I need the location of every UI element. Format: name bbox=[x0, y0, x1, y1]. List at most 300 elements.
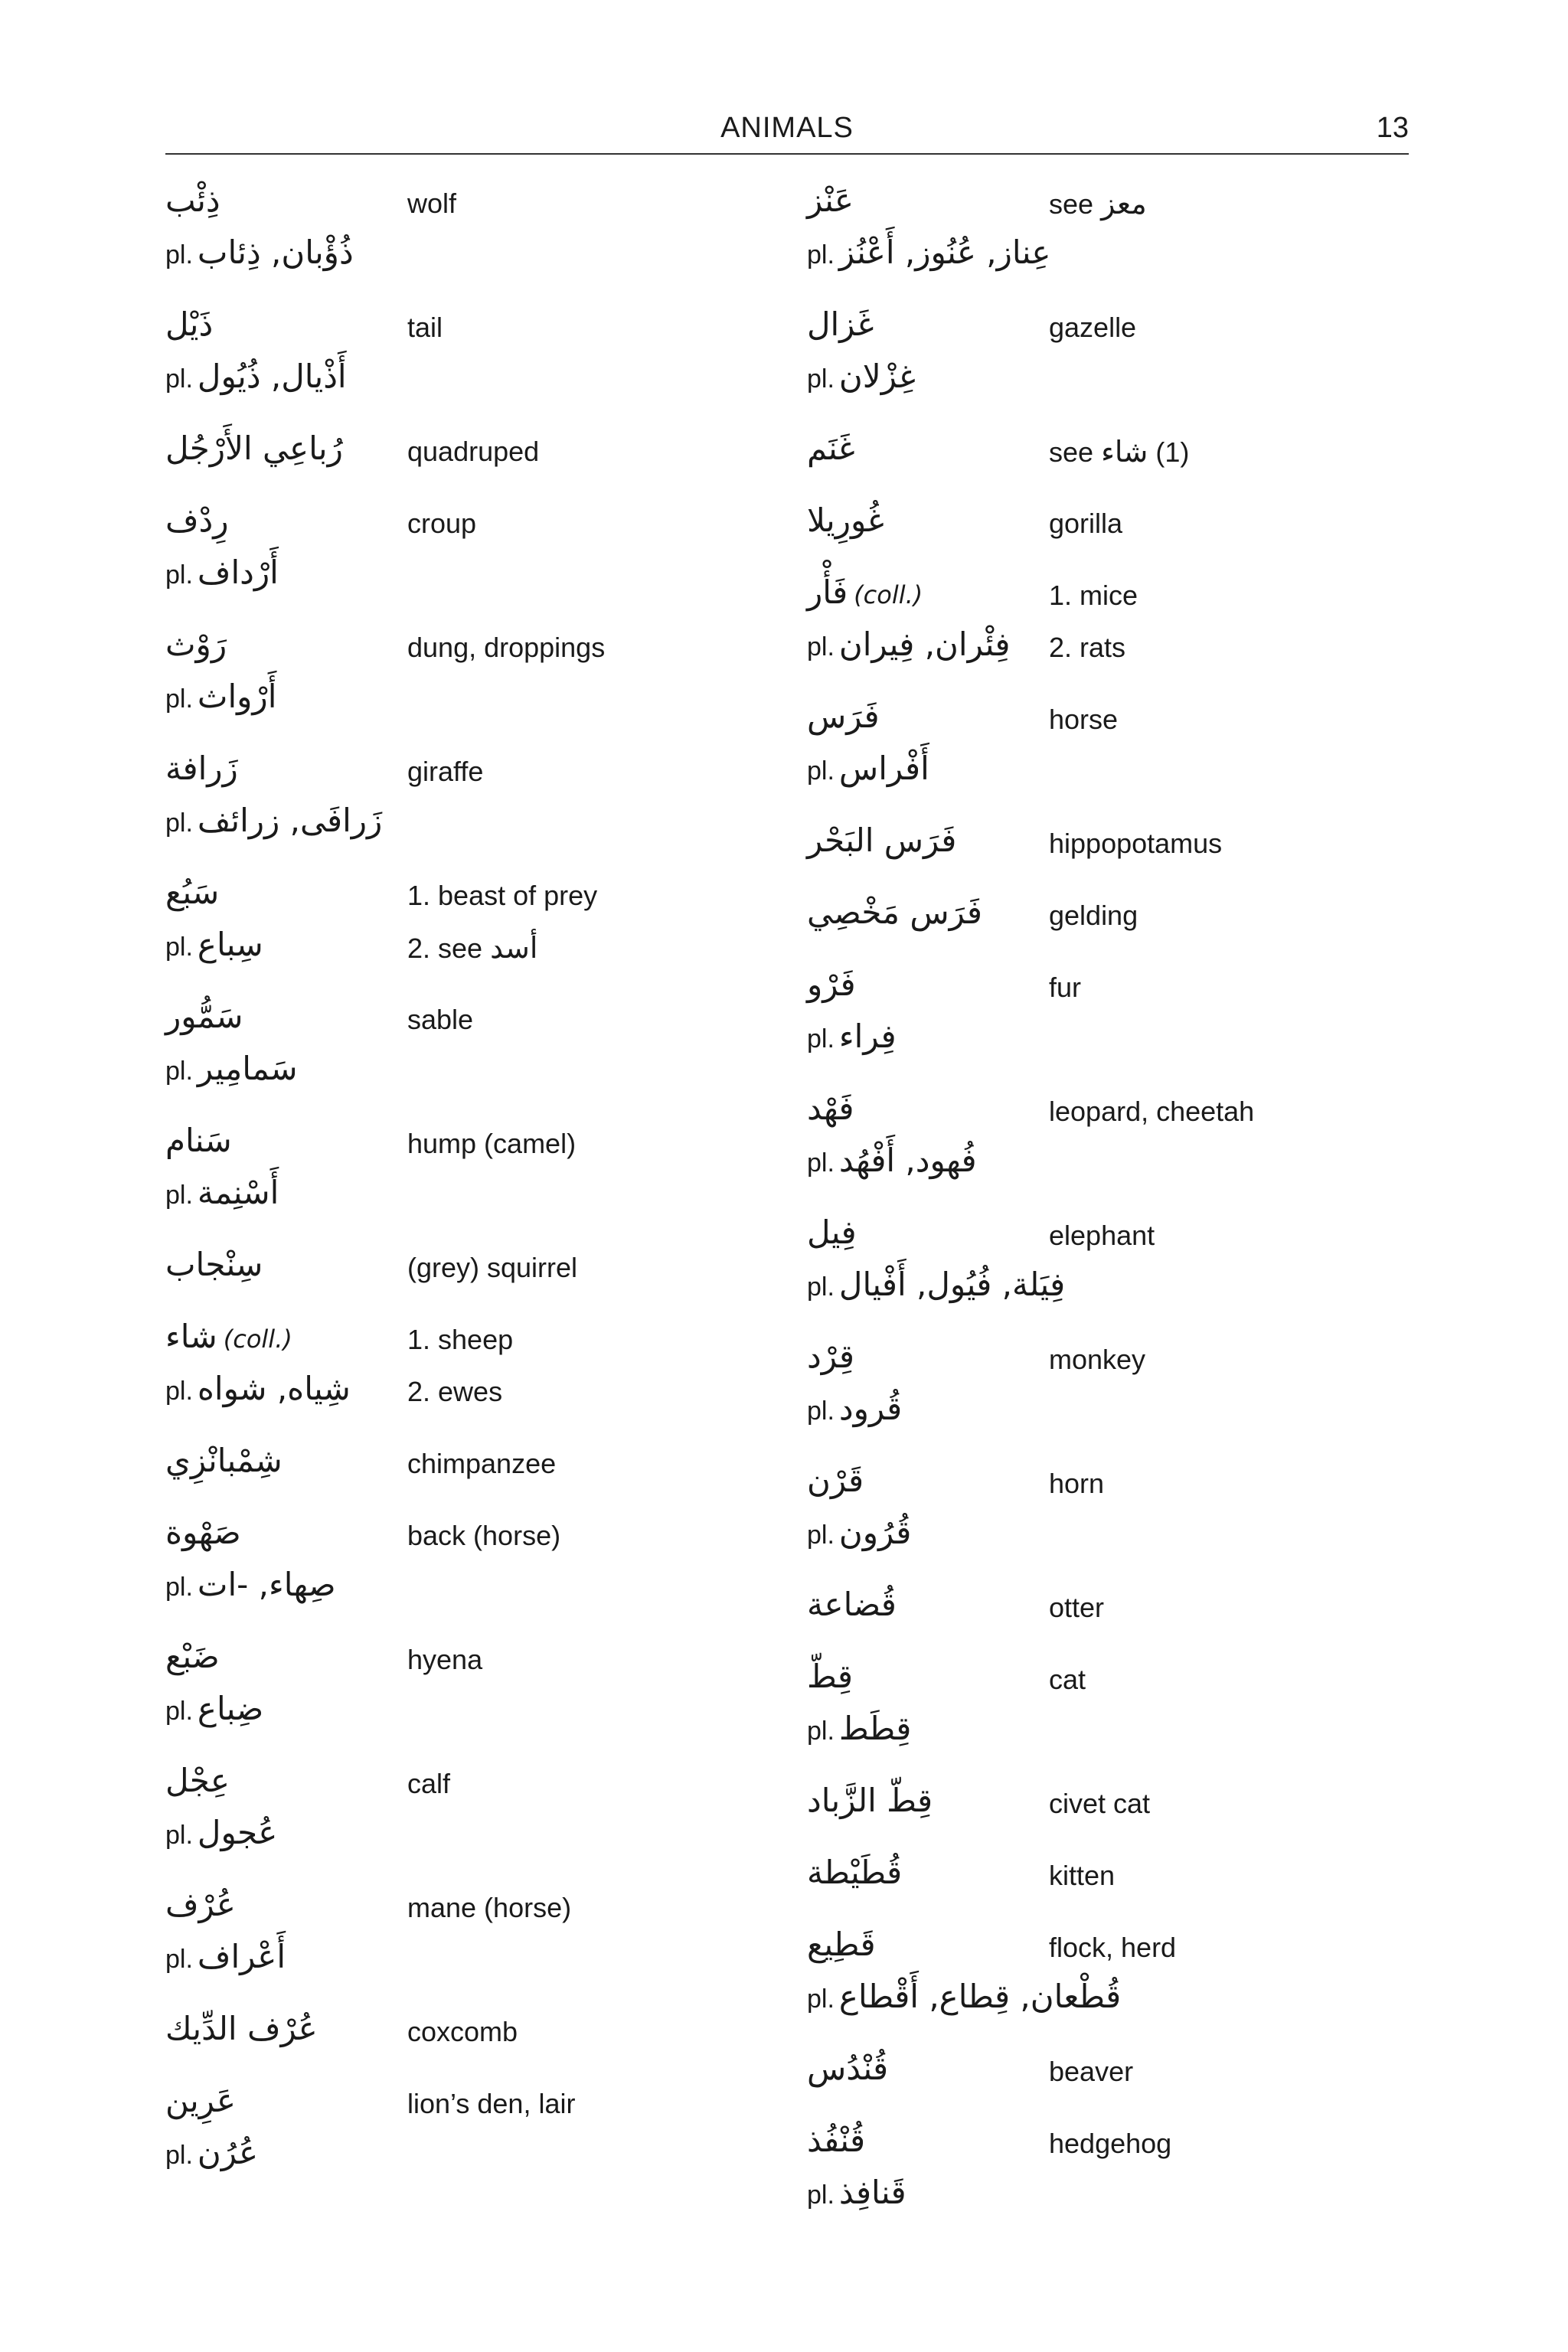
plural-label: pl. bbox=[807, 1717, 835, 1746]
headword-cell bbox=[165, 499, 395, 545]
gloss-text: cat bbox=[1049, 1664, 1086, 1695]
entry-line bbox=[807, 815, 1419, 867]
arabic-headword: قَرْن bbox=[807, 1462, 864, 1499]
english-gloss bbox=[1049, 1857, 1115, 1894]
dictionary-entry bbox=[807, 1651, 1419, 1755]
entry-line bbox=[807, 299, 1419, 351]
plural-label: pl. bbox=[807, 240, 835, 270]
headword-cell bbox=[807, 891, 1037, 937]
plural-label: pl. bbox=[165, 1377, 193, 1406]
plural-label: pl. bbox=[807, 1148, 835, 1178]
collective-label: (coll.) bbox=[854, 580, 923, 609]
plural-cell bbox=[165, 675, 395, 721]
entry-spacer bbox=[165, 847, 763, 867]
plural-cell bbox=[165, 1171, 395, 1217]
plural-label: pl. bbox=[165, 2141, 193, 2170]
entry-spacer bbox=[165, 1487, 763, 1507]
plural-cell bbox=[807, 231, 1051, 277]
arabic-headword: سَنام bbox=[165, 1122, 232, 1159]
plural-cell bbox=[165, 799, 395, 845]
entry-line bbox=[165, 1239, 763, 1291]
gloss-text: hedgehog bbox=[1049, 2128, 1172, 2159]
headword-cell bbox=[807, 1851, 1037, 1897]
entry-line bbox=[807, 1383, 1419, 1435]
english-gloss bbox=[407, 1642, 482, 1678]
headword-cell bbox=[165, 1635, 395, 1681]
arabic-headword: قِرْد bbox=[807, 1338, 854, 1375]
entry-spacer bbox=[807, 795, 1419, 815]
plural-label: pl. bbox=[165, 1573, 193, 1602]
cross-reference-suffix: (1) bbox=[1155, 436, 1190, 468]
plural-cell bbox=[807, 1139, 1037, 1185]
entry-spacer bbox=[165, 1611, 763, 1631]
arabic-headword: سَبُع bbox=[165, 874, 220, 911]
gloss-text: see bbox=[1049, 188, 1094, 220]
entry-spacer bbox=[165, 971, 763, 991]
plural-label: pl. bbox=[165, 1821, 193, 1850]
entry-line bbox=[807, 743, 1419, 795]
plural-cell bbox=[807, 2171, 1037, 2217]
arabic-headword: قُطَيْطة bbox=[807, 1854, 903, 1891]
entry-line bbox=[807, 1083, 1419, 1135]
entry-spacer bbox=[807, 1755, 1419, 1775]
plural-cell bbox=[165, 1687, 395, 1733]
english-gloss bbox=[407, 2086, 575, 2122]
gloss-text: gelding bbox=[1049, 900, 1138, 931]
plural-label: pl. bbox=[807, 632, 835, 662]
dictionary-entry bbox=[807, 691, 1419, 795]
headword-cell bbox=[807, 1923, 1037, 1969]
gloss-text: fur bbox=[1049, 972, 1082, 1003]
plural-label: pl. bbox=[165, 684, 193, 714]
gloss-text: flock, herd bbox=[1049, 1932, 1177, 1963]
page-title: ANIMALS bbox=[720, 112, 854, 144]
entry-line bbox=[165, 1043, 763, 1095]
headword-cell bbox=[165, 1243, 395, 1289]
dictionary-entry bbox=[807, 423, 1419, 475]
dictionary-entry bbox=[807, 1331, 1419, 1435]
plural-label: pl. bbox=[165, 1697, 193, 1726]
headword-cell bbox=[807, 303, 1037, 349]
entry-spacer bbox=[165, 403, 763, 423]
headword-cell bbox=[165, 427, 395, 473]
gloss-text: hyena bbox=[407, 1644, 483, 1675]
plural-forms: أَرْواث bbox=[197, 678, 277, 715]
entry-line bbox=[807, 175, 1419, 227]
plural-label: pl. bbox=[165, 364, 193, 394]
entry-spacer bbox=[807, 403, 1419, 423]
entry-spacer bbox=[165, 599, 763, 619]
english-gloss bbox=[1049, 1217, 1155, 1254]
english-gloss bbox=[1049, 1661, 1086, 1698]
entry-spacer bbox=[165, 1415, 763, 1435]
plural-forms: غِزْلان bbox=[838, 358, 916, 395]
plural-cell bbox=[165, 1936, 395, 1981]
plural-label: pl. bbox=[165, 808, 193, 838]
english-gloss bbox=[1049, 629, 1125, 666]
entry-spacer bbox=[165, 1983, 763, 2003]
plural-forms: فِيَلة, فُيُول, أَفْيال bbox=[838, 1266, 1066, 1303]
cross-reference: أسد bbox=[490, 931, 538, 965]
arabic-headword: فَرْو bbox=[807, 965, 856, 1003]
dictionary-entry bbox=[165, 299, 763, 403]
entry-line bbox=[165, 1631, 763, 1683]
gloss-text: 2. ewes bbox=[407, 1376, 503, 1407]
entry-line bbox=[807, 1971, 1419, 2023]
entry-line bbox=[165, 619, 763, 671]
arabic-headword: ذَيْل bbox=[165, 305, 214, 343]
entry-line bbox=[807, 1011, 1419, 1063]
arabic-headword: فَهْد bbox=[807, 1089, 854, 1127]
gloss-text: horse bbox=[1049, 704, 1119, 735]
headword-cell bbox=[165, 179, 395, 225]
arabic-headword: قَطِيع bbox=[807, 1926, 876, 1963]
dictionary-entry bbox=[165, 1239, 763, 1291]
entry-line bbox=[807, 691, 1419, 743]
arabic-headword: عَنْز bbox=[807, 181, 854, 219]
dictionary-entry bbox=[165, 1631, 763, 1735]
english-gloss bbox=[1049, 1589, 1104, 1626]
plural-cell bbox=[807, 1387, 1037, 1433]
arabic-headword: قُنْفُذ bbox=[807, 2122, 866, 2159]
english-gloss bbox=[407, 1517, 560, 1554]
entry-spacer bbox=[807, 1899, 1419, 1919]
plural-forms: عِناز, عُنُوز, أَعْنُز bbox=[838, 234, 1051, 271]
english-gloss bbox=[1049, 505, 1122, 542]
plural-cell bbox=[807, 355, 1037, 401]
english-gloss bbox=[407, 1446, 556, 1482]
entry-line bbox=[807, 495, 1419, 547]
plural-forms: فُهود, أَفْهُد bbox=[838, 1142, 977, 1179]
entry-line bbox=[165, 1115, 763, 1167]
entry-line bbox=[165, 743, 763, 795]
arabic-headword: شِمْبانْزِي bbox=[165, 1442, 283, 1479]
dictionary-entry bbox=[807, 1455, 1419, 1559]
english-gloss bbox=[1049, 1093, 1254, 1130]
gloss-text: see bbox=[1049, 436, 1094, 468]
headword-cell bbox=[807, 179, 1037, 225]
cross-reference: شاء bbox=[1101, 435, 1148, 469]
entry-line bbox=[165, 1363, 763, 1415]
gloss-text: giraffe bbox=[407, 756, 484, 787]
gloss-text: tail bbox=[407, 312, 443, 343]
headword-cell bbox=[807, 1211, 1037, 1257]
plural-forms: شِياه, شواه bbox=[197, 1370, 351, 1407]
plural-forms: قَنافِذ bbox=[838, 2174, 906, 2211]
arabic-headword: فَرَس مَخْصِي bbox=[807, 893, 982, 931]
plural-cell bbox=[807, 1015, 1037, 1061]
plural-forms: أَعْراف bbox=[197, 1938, 286, 1975]
plural-cell bbox=[165, 355, 395, 401]
entry-line bbox=[165, 1755, 763, 1807]
entry-spacer bbox=[807, 1631, 1419, 1651]
dictionary-entry bbox=[165, 1755, 763, 1859]
arabic-headword: غَزال bbox=[807, 305, 874, 343]
plural-label: pl. bbox=[165, 933, 193, 962]
headword-cell bbox=[165, 747, 395, 793]
gloss-text: elephant bbox=[1049, 1220, 1155, 1251]
gloss-text: civet cat bbox=[1049, 1788, 1151, 1819]
entry-line bbox=[807, 1507, 1419, 1559]
plural-cell bbox=[165, 1367, 395, 1413]
arabic-headword: شاء bbox=[165, 1318, 217, 1355]
entry-line bbox=[807, 1651, 1419, 1703]
plural-cell bbox=[165, 923, 395, 969]
dictionary-entry bbox=[807, 2115, 1419, 2219]
english-gloss bbox=[1049, 433, 1189, 471]
headword-cell bbox=[165, 1439, 395, 1485]
arabic-headword: قِطّ الزَّباد bbox=[807, 1782, 933, 1819]
dictionary-entry bbox=[807, 1083, 1419, 1187]
dictionary-entry bbox=[807, 959, 1419, 1063]
entry-spacer bbox=[807, 671, 1419, 691]
headword-cell bbox=[807, 2119, 1037, 2165]
headword-cell bbox=[807, 1459, 1037, 1505]
english-gloss bbox=[407, 433, 539, 470]
gloss-text: calf bbox=[407, 1768, 451, 1799]
gloss-text: horn bbox=[1049, 1468, 1105, 1499]
entry-spacer bbox=[165, 2055, 763, 2075]
plural-label: pl. bbox=[165, 1181, 193, 1210]
entry-line bbox=[165, 1311, 763, 1363]
entry-spacer bbox=[807, 1827, 1419, 1847]
english-gloss bbox=[407, 1890, 571, 1926]
entry-line bbox=[807, 1703, 1419, 1755]
entry-spacer bbox=[807, 867, 1419, 887]
entry-line bbox=[807, 423, 1419, 475]
arabic-headword: صَهْوة bbox=[165, 1514, 241, 1551]
arabic-headword: ذِئْب bbox=[165, 181, 220, 219]
arabic-headword: زَرافة bbox=[165, 750, 238, 787]
gloss-text: chimpanzee bbox=[407, 1448, 557, 1479]
dictionary-entry bbox=[807, 1207, 1419, 1311]
dictionary-entry bbox=[807, 887, 1419, 939]
entry-spacer bbox=[165, 1291, 763, 1311]
arabic-headword: قُنْدُس bbox=[807, 2050, 889, 2087]
plural-forms: فِراء bbox=[838, 1018, 897, 1055]
entry-line bbox=[807, 351, 1419, 403]
headword-cell bbox=[165, 1119, 395, 1165]
entry-line bbox=[807, 1207, 1419, 1259]
english-gloss bbox=[407, 1321, 513, 1358]
entry-line bbox=[165, 1683, 763, 1735]
headword-cell bbox=[165, 1759, 395, 1805]
headword-cell bbox=[807, 1655, 1037, 1701]
entry-line bbox=[165, 1435, 763, 1487]
plural-forms: قُرود bbox=[838, 1390, 903, 1427]
plural-forms: عُجول bbox=[197, 1814, 278, 1851]
plural-cell bbox=[807, 747, 1037, 793]
gloss-text: lion’s den, lair bbox=[407, 2088, 576, 2119]
plural-forms: أَفْراس bbox=[838, 750, 929, 787]
gloss-text: hump (camel) bbox=[407, 1128, 577, 1159]
entry-line bbox=[165, 351, 763, 403]
dictionary-entry bbox=[807, 175, 1419, 279]
entry-line bbox=[807, 619, 1419, 671]
entry-spacer bbox=[807, 1063, 1419, 1083]
entry-line bbox=[807, 2167, 1419, 2219]
arabic-headword: عِجْل bbox=[165, 1762, 230, 1799]
left-column bbox=[165, 175, 763, 2199]
entry-line bbox=[165, 1507, 763, 1559]
plural-cell bbox=[807, 1707, 1037, 1753]
plural-label: pl. bbox=[165, 1057, 193, 1086]
headword-cell bbox=[165, 871, 395, 917]
english-gloss bbox=[407, 1250, 577, 1286]
arabic-headword: فَأْر bbox=[807, 573, 848, 611]
english-gloss bbox=[407, 929, 537, 967]
entry-line bbox=[807, 1919, 1419, 1971]
entry-line bbox=[807, 959, 1419, 1011]
plural-cell bbox=[165, 2132, 395, 2177]
plural-forms: قُرُون bbox=[838, 1514, 912, 1551]
page-number: 13 bbox=[1376, 112, 1409, 144]
entry-line bbox=[165, 671, 763, 723]
gloss-text: mane (horse) bbox=[407, 1892, 572, 1923]
gloss-text: 1. sheep bbox=[407, 1324, 514, 1355]
plural-label: pl. bbox=[807, 2180, 835, 2210]
gloss-text: 2. rats bbox=[1049, 632, 1126, 663]
arabic-headword: رِدْف bbox=[165, 501, 229, 539]
english-gloss bbox=[407, 309, 443, 346]
arabic-headword: غَنَم bbox=[807, 430, 855, 467]
headword-cell bbox=[807, 2047, 1037, 2093]
plural-label: pl. bbox=[807, 1521, 835, 1550]
plural-forms: سِباع bbox=[197, 926, 263, 963]
entry-line bbox=[165, 547, 763, 599]
arabic-headword: سِنْجاب bbox=[165, 1246, 263, 1283]
entry-spacer bbox=[165, 1095, 763, 1115]
entry-line bbox=[165, 423, 763, 475]
entry-spacer bbox=[807, 1311, 1419, 1331]
plural-forms: أَسْنِمة bbox=[197, 1174, 279, 1211]
gloss-text: coxcomb bbox=[407, 2016, 518, 2047]
entry-line bbox=[807, 1775, 1419, 1827]
plural-forms: فِئْران, فِيران bbox=[838, 626, 1011, 663]
entry-line bbox=[165, 1879, 763, 1931]
english-gloss bbox=[407, 1001, 473, 1038]
plural-label: pl. bbox=[165, 240, 193, 270]
english-gloss bbox=[407, 877, 597, 914]
entry-line bbox=[807, 1579, 1419, 1631]
dictionary-entry bbox=[165, 1507, 763, 1611]
dictionary-entry bbox=[807, 1579, 1419, 1631]
entry-line bbox=[165, 1559, 763, 1611]
english-gloss bbox=[407, 1125, 576, 1162]
entry-spacer bbox=[807, 2095, 1419, 2115]
dictionary-entry bbox=[807, 2043, 1419, 2095]
entry-spacer bbox=[165, 475, 763, 495]
arabic-headword: عُرْف bbox=[165, 1886, 236, 1923]
dictionary-entry bbox=[807, 495, 1419, 547]
entry-line bbox=[165, 795, 763, 847]
gloss-text: wolf bbox=[407, 188, 457, 219]
gloss-text: beaver bbox=[1049, 2056, 1134, 2087]
plural-cell bbox=[165, 1563, 395, 1609]
entry-spacer bbox=[165, 1219, 763, 1239]
gloss-text: leopard, cheetah bbox=[1049, 1096, 1255, 1127]
arabic-headword: فَرَس البَحْر bbox=[807, 822, 957, 859]
english-gloss bbox=[1049, 2125, 1171, 2162]
headword-cell bbox=[165, 2079, 395, 2125]
dictionary-entry bbox=[165, 495, 763, 599]
gloss-text: quadruped bbox=[407, 436, 540, 467]
arabic-headword: عَرِين bbox=[165, 2082, 236, 2119]
headword-cell bbox=[807, 499, 1037, 545]
dictionary-entry bbox=[165, 1879, 763, 1983]
right-column bbox=[807, 175, 1419, 2239]
plural-cell bbox=[807, 1263, 1066, 1309]
dictionary-entry bbox=[165, 619, 763, 723]
page-header bbox=[165, 107, 1409, 155]
gloss-text: (grey) squirrel bbox=[407, 1252, 578, 1283]
entry-spacer bbox=[807, 2023, 1419, 2043]
english-gloss bbox=[1049, 1929, 1176, 1966]
entry-line bbox=[165, 1167, 763, 1219]
headword-cell bbox=[165, 995, 395, 1041]
english-gloss bbox=[1049, 2053, 1133, 2090]
arabic-headword: ضَبْع bbox=[165, 1638, 220, 1675]
plural-forms: زَرافَى, زرائف bbox=[197, 802, 383, 839]
english-gloss bbox=[1049, 1785, 1150, 1822]
plural-label: pl. bbox=[807, 364, 835, 394]
plural-cell bbox=[807, 1975, 1122, 2021]
headword-cell bbox=[807, 819, 1037, 865]
entry-line bbox=[165, 495, 763, 547]
entry-spacer bbox=[807, 1559, 1419, 1579]
entry-line bbox=[807, 1847, 1419, 1899]
headword-cell bbox=[165, 623, 395, 669]
plural-label: pl. bbox=[807, 1396, 835, 1426]
headword-cell bbox=[807, 963, 1037, 1009]
plural-forms: أَذْيال, ذُيُول bbox=[197, 358, 347, 395]
dictionary-entry bbox=[165, 423, 763, 475]
entry-line bbox=[165, 227, 763, 279]
english-gloss bbox=[407, 753, 483, 790]
arabic-headword: عُرْف الدِّيك bbox=[165, 2010, 318, 2047]
entry-spacer bbox=[807, 2219, 1419, 2239]
entry-line bbox=[165, 2003, 763, 2055]
entry-line bbox=[807, 1455, 1419, 1507]
dictionary-entry bbox=[807, 1847, 1419, 1899]
arabic-headword: رُباعِي الأَرْجُل bbox=[165, 430, 343, 467]
arabic-headword: فَرَس bbox=[807, 697, 880, 735]
entry-spacer bbox=[807, 1435, 1419, 1455]
english-gloss bbox=[407, 2014, 518, 2050]
dictionary-entry bbox=[807, 567, 1419, 671]
dictionary-entry bbox=[807, 299, 1419, 403]
entry-spacer bbox=[807, 475, 1419, 495]
gloss-text: kitten bbox=[1049, 1860, 1116, 1891]
english-gloss bbox=[1049, 1465, 1104, 1502]
plural-forms: سَمامِير bbox=[197, 1050, 298, 1087]
english-gloss bbox=[1049, 185, 1147, 223]
plural-label: pl. bbox=[807, 1024, 835, 1054]
entry-line bbox=[165, 299, 763, 351]
arabic-headword: غُورِيلا bbox=[807, 501, 884, 539]
gloss-text: gorilla bbox=[1049, 508, 1123, 539]
english-gloss bbox=[1049, 309, 1136, 346]
entry-line bbox=[165, 2127, 763, 2179]
gloss-text: sable bbox=[407, 1004, 474, 1035]
plural-label: pl. bbox=[807, 1272, 835, 1302]
entry-spacer bbox=[165, 2179, 763, 2199]
entry-spacer bbox=[165, 279, 763, 299]
entry-spacer bbox=[807, 939, 1419, 959]
plural-forms: ذُؤْبان, ذِئاب bbox=[197, 234, 354, 271]
english-gloss bbox=[407, 1374, 502, 1410]
entry-line bbox=[807, 1259, 1419, 1311]
